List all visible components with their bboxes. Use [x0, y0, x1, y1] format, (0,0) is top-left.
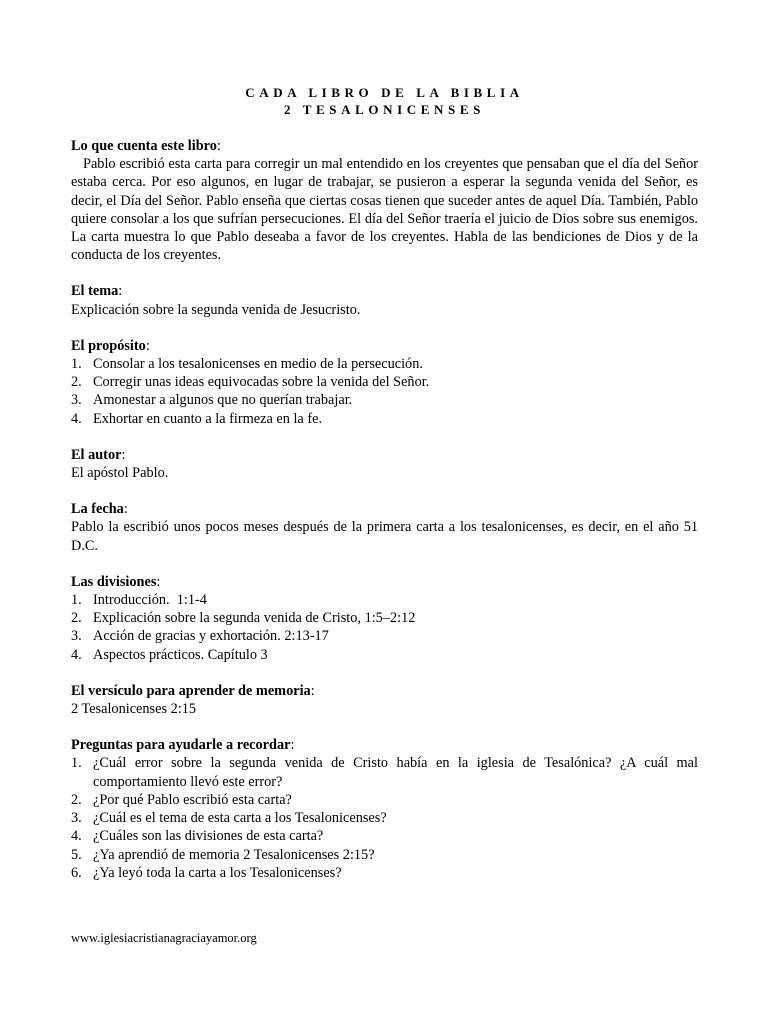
section-heading-cuenta: Lo que cuenta este libro: [71, 138, 217, 154]
proposito-list: [71, 355, 698, 428]
section-text-cuenta: Pablo escribió esta carta para corregir un mal entendido en los creyentes que pensaban que el día del Señor estaba cerca. Por eso algunos, en lugar de trabajar, se pusieron a esperar la segunda venida del Señor, es decir, el Día del Señor. Pablo enseña que ciertas cosas tienen que suceder antes de aquel Día. También, Pablo quiere consolar a los que sufrían persecuciones. El día del Señor traería el juicio de Dios sobre sus enemigos. La carta muestra lo que Pablo deseaba a favor de los creyentes. Habla de las bendiciones de Dios y de la conducta de los creyentes.: [71, 156, 698, 264]
preguntas-list: [71, 754, 698, 881]
list-item: 4. Aspectos prácticos. Capítulo 3: [71, 646, 268, 663]
section-tema: El tema: Explicación sobre la segunda venida de Jesucristo.: [71, 282, 698, 318]
section-preguntas: Preguntas para ayudarle a recordar: 1. ¿Cuál error sobre la segunda venida de Cristo había en la iglesia de Tesalónica? ¿A cuál mal comportamiento llevó este error? 2. ¿Por qué Pablo escribió esta carta? 3. ¿Cuál es el tema de esta carta a los Tesalonicenses? 4. ¿Cuáles son las divisiones de esta carta? 5. ¿Ya aprendió de memoria 2 Tesalonicenses 2:15? 6. ¿Ya leyó toda la carta a los Tesalonicenses?: [71, 737, 698, 881]
section-versiculo: El versículo para aprender de memoria: 2 Tesalonicenses 2:15: [71, 682, 698, 718]
title-line-1: CADA LIBRO DE LA BIBLIA: [245, 85, 524, 100]
list-item: 4. Exhortar en cuanto a la firmeza en la fe.: [71, 410, 323, 427]
list-item: 4. ¿Cuáles son las divisiones de esta carta?: [71, 828, 324, 845]
list-item: 1. Consolar a los tesalonicenses en medio de la persecución.: [71, 356, 423, 373]
section-fecha: La fecha: Pablo la escribió unos pocos meses después de la primera carta a los tesalonicenses, es decir, en el año 51 D.C.: [71, 501, 698, 554]
section-divisiones: Las divisiones: 1. Introducción. 1:1-4 2. Explicación sobre la segunda venida de Cristo, 1:5–2:12 3. Acción de gracias y exhortación. 2:13-17 4. Aspectos prácticos. Capítulo 3: [71, 573, 698, 664]
section-heading-divisiones: Las divisiones: [71, 573, 157, 590]
list-item: 2. Explicación sobre la segunda venida de Cristo, 1:5–2:12: [71, 610, 416, 627]
document-page: [71, 84, 698, 900]
section-heading-preguntas: Preguntas para ayudarle a recordar: [71, 737, 291, 754]
list-item: 5. ¿Ya aprendió de memoria 2 Tesalonicenses 2:15?: [71, 846, 375, 863]
list-item: 1. Introducción. 1:1-4: [71, 592, 207, 609]
list-item: 2. ¿Por qué Pablo escribió esta carta?: [71, 791, 292, 808]
section-proposito: El propósito: 1. Consolar a los tesalonicenses en medio de la persecución. 2. Corregir unas ideas equivocadas sobre la venida del Señor. 3. Amonestar a algunos que no querían trabajar. 4. Exhortar en cuanto a la firmeza en la fe.: [71, 337, 698, 428]
list-item: 6. ¿Ya leyó toda la carta a los Tesalonicenses?: [71, 864, 342, 881]
section-cuenta: Lo que cuenta este libro: Pablo escribió esta carta para corregir un mal entendido en los creyentes que pensaban que el día del Señor estaba cerca. Por eso algunos, en lugar de trabajar, se pusieron a esperar la segunda venida del Señor, es decir, el Día del Señor. Pablo enseña que ciertas cosas tienen que suceder antes de aquel Día. También, Pablo quiere consolar a los que sufrían persecuciones. El día del Señor traería el juicio de Dios sobre sus enemigos. La carta muestra lo que Pablo deseaba a favor de los creyentes. Habla de las bendiciones de Dios y de la conducta de los creyentes.: [71, 138, 698, 264]
list-item: 2. Corregir unas ideas equivocadas sobre la venida del Señor.: [71, 374, 430, 391]
section-text-tema: Explicación sobre la segunda venida de Jesucristo.: [71, 301, 361, 318]
title-line-2: 2 TESALONICENSES: [284, 102, 485, 117]
section-autor: El autor: El apóstol Pablo.: [71, 446, 698, 482]
list-item: 1. ¿Cuál error sobre la segunda venida de Cristo había en la iglesia de Tesalónica? ¿A cuál mal comportamiento llevó este error?: [71, 755, 698, 790]
section-heading-proposito: El propósito: [71, 337, 146, 354]
list-item: 3. Acción de gracias y exhortación. 2:13-17: [71, 628, 329, 645]
section-text-fecha: Pablo la escribió unos pocos meses después de la primera carta a los tesalonicenses, es decir, en el año 51 D.C.: [71, 519, 698, 554]
list-item: 3. Amonestar a algunos que no querían trabajar.: [71, 392, 353, 409]
section-text-versiculo: 2 Tesalonicenses 2:15: [71, 701, 196, 718]
document-title: [71, 84, 698, 118]
footer-url: www.iglesiacristianagraciayamor.org: [71, 931, 257, 945]
section-heading-fecha: La fecha: [71, 501, 124, 518]
divisiones-list: [71, 591, 698, 664]
section-heading-tema: El tema: [71, 283, 119, 300]
section-text-autor: El apóstol Pablo.: [71, 465, 169, 482]
list-item: 3. ¿Cuál es el tema de esta carta a los Tesalonicenses?: [71, 810, 387, 827]
section-heading-versiculo: El versículo para aprender de memoria: [71, 682, 311, 699]
section-heading-autor: El autor: [71, 446, 122, 463]
